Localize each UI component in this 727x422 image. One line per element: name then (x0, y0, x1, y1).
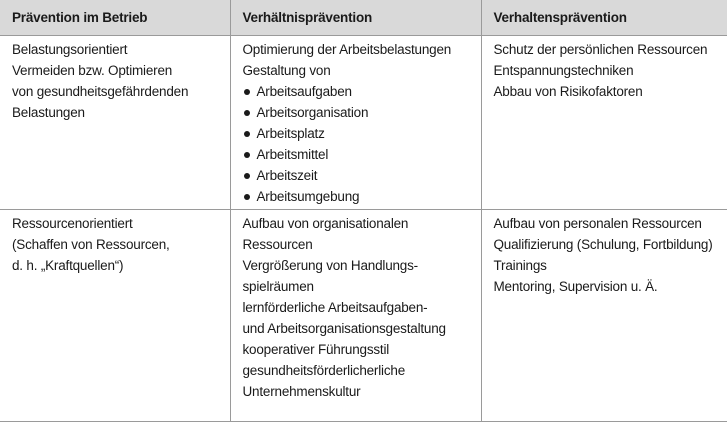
table-header (0, 0, 727, 36)
header-verhaeltnispraevention: Verhältnisprävention (230, 0, 481, 36)
cell-text: (Schaffen von Ressourcen, (12, 237, 170, 252)
cell-text: Aufbau von personalen Ressourcen (493, 216, 702, 231)
table-row (0, 210, 727, 422)
cell-text: Entspannungstechniken (493, 63, 634, 78)
cell-text: Gestaltung von (242, 63, 331, 78)
cell-text: Belastungsorientiert (12, 42, 128, 57)
cell-text: kooperativer Führungsstil (242, 342, 390, 357)
cell-text: Ressourcenorientiert (12, 216, 133, 231)
cell-verhaeltnis-belastung (230, 36, 481, 210)
cell-belastungsorientiert (0, 36, 230, 210)
cell-verhalten-belastung (481, 36, 727, 210)
cell-text: Qualifizierung (Schulung, Fortbildung) (493, 237, 713, 252)
cell-text: Schutz der persönlichen Ressourcen (493, 42, 708, 57)
cell-text: Mentoring, Supervision u. Ä. (493, 279, 658, 294)
cell-text: lernförderliche Arbeitsaufgaben- (242, 300, 428, 315)
cell-text: Optimierung der Arbeitsbelastungen (242, 42, 452, 57)
cell-text: spielräumen (242, 279, 314, 294)
cell-text: Belastungen (12, 105, 85, 120)
table-row (0, 36, 727, 210)
cell-ressourcenorientiert (0, 210, 230, 422)
cell-verhaeltnis-ressourcen (230, 210, 481, 422)
bullet-list (243, 81, 471, 207)
cell-text: Vermeiden bzw. Optimieren (12, 63, 173, 78)
cell-text: gesundheitsförderlicherliche (242, 363, 405, 378)
bullet-item: Arbeitsaufgaben (243, 81, 471, 102)
cell-text: Abbau von Risikofaktoren (493, 84, 643, 99)
cell-text: Unternehmenskultur (242, 384, 361, 399)
cell-text: Trainings (493, 258, 547, 273)
header-verhaltenspraevention: Verhaltensprävention (481, 0, 727, 36)
cell-text: und Arbeitsorganisationsgestaltung (242, 321, 446, 336)
header-row (0, 0, 727, 36)
bullet-item: Arbeitsmittel (243, 144, 471, 165)
cell-text: von gesundheitsgefährdenden (12, 84, 189, 99)
cell-text: Vergrößerung von Handlungs- (242, 258, 418, 273)
bullet-item: Arbeitsplatz (243, 123, 471, 144)
bullet-item: Arbeitszeit (243, 165, 471, 186)
cell-verhalten-ressourcen (481, 210, 727, 422)
bullet-item: Arbeitsumgebung (243, 186, 471, 207)
bullet-item: Arbeitsorganisation (243, 102, 471, 123)
header-praevention-im-betrieb: Prävention im Betrieb (0, 0, 230, 36)
cell-text: d. h. „Kraftquellen“) (12, 258, 124, 273)
table-body (0, 36, 727, 422)
cell-text: Ressourcen (242, 237, 313, 252)
cell-text: Aufbau von organisationalen (242, 216, 409, 231)
